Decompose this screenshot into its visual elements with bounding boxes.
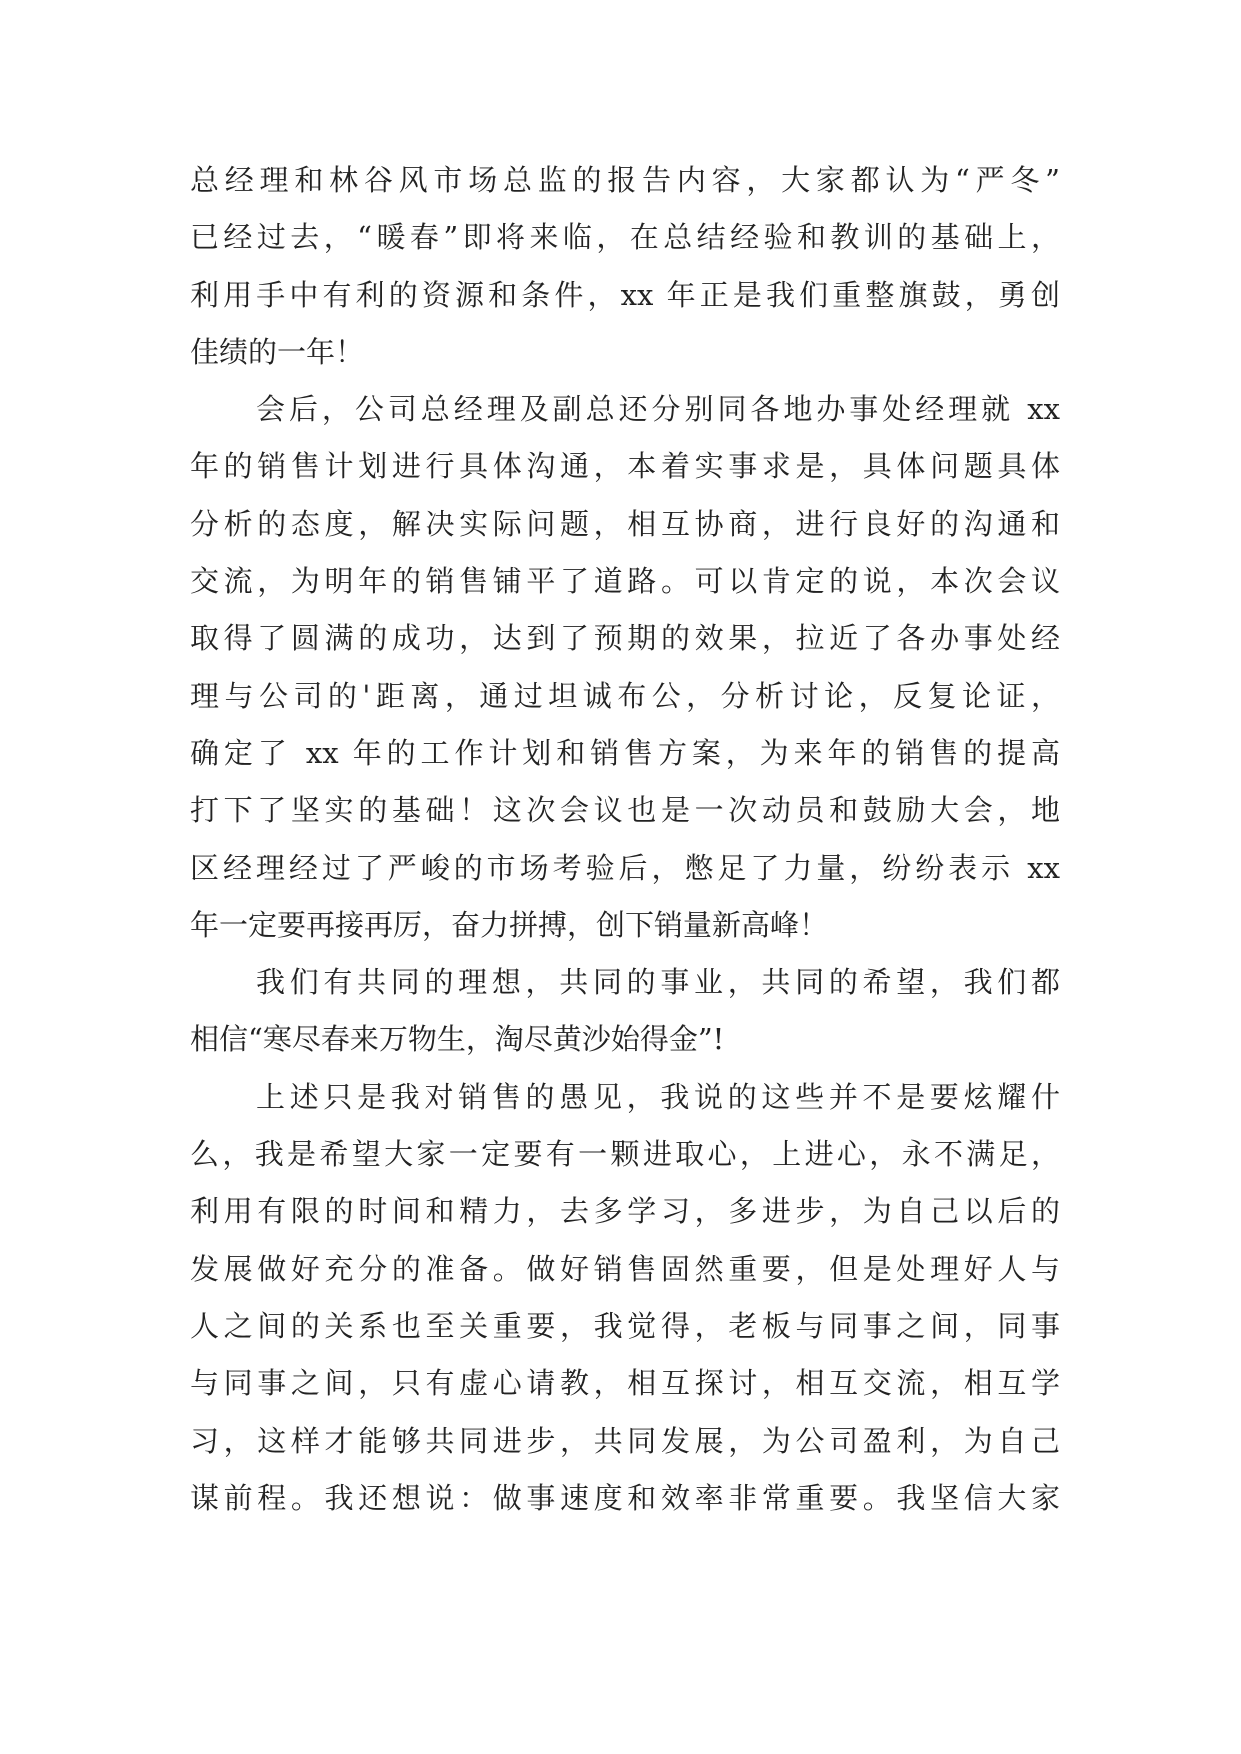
text-line: 打下了坚实的基础！这次会议也是一次动员和鼓励大会，地: [190, 793, 1060, 828]
text-line: 与同事之间，只有虚心请教，相互探讨，相互交流，相互学: [190, 1366, 1060, 1401]
text-line: 取得了圆满的成功，达到了预期的效果，拉近了各办事处经: [190, 621, 1060, 656]
text-line: 习，这样才能够共同进步，共同发展，为公司盈利，为自己: [190, 1423, 1060, 1458]
text-line: 年一定要再接再厉，奋力拼搏，创下销量新高峰！: [190, 907, 829, 942]
text-line: 年的销售计划进行具体沟通，本着实事求是，具体问题具体: [190, 449, 1060, 484]
text-line: 交流，为明年的销售铺平了道路。可以肯定的说，本次会议: [190, 564, 1060, 599]
text-line: 相信“寒尽春来万物生，淘尽黄沙始得金”!: [190, 1022, 725, 1057]
text-line: 已经过去，“暖春”即将来临，在总结经验和教训的基础上，: [190, 220, 1060, 255]
text-line: 发展做好充分的准备。做好销售固然重要，但是处理好人与: [190, 1251, 1060, 1286]
text-line: 区经理经过了严峻的市场考验后，憋足了力量，纷纷表示 xx: [190, 850, 1060, 885]
text-line: 利用手中有利的资源和条件，xx 年正是我们重整旗鼓，勇创: [190, 277, 1060, 312]
text-line: 人之间的关系也至关重要，我觉得，老板与同事之间，同事: [190, 1308, 1060, 1343]
text-line: 佳绩的一年！: [190, 334, 365, 369]
text-line: 上述只是我对销售的愚见，我说的这些并不是要炫耀什: [256, 1079, 1060, 1114]
text-line: 么，我是希望大家一定要有一颗进取心，上进心，永不满足，: [190, 1137, 1060, 1172]
text-line: 确定了 xx 年的工作计划和销售方案，为来年的销售的提高: [190, 735, 1060, 770]
text-line: 理与公司的'距离，通过坦诚布公，分析讨论，反复论证，: [190, 678, 1060, 713]
text-line: 会后，公司总经理及副总还分别同各地办事处经理就 xx: [256, 392, 1060, 427]
text-line: 谋前程。我还想说：做事速度和效率非常重要。我坚信大家: [190, 1480, 1060, 1515]
text-line: 利用有限的时间和精力，去多学习，多进步，为自己以后的: [190, 1194, 1060, 1229]
body-text: [190, 152, 1060, 1527]
text-line: 分析的态度，解决实际问题，相互协商，进行良好的沟通和: [190, 506, 1060, 541]
text-line: 我们有共同的理想，共同的事业，共同的希望，我们都: [256, 965, 1060, 1000]
text-line: 总经理和林谷风市场总监的报告内容，大家都认为“严冬”: [190, 163, 1060, 197]
